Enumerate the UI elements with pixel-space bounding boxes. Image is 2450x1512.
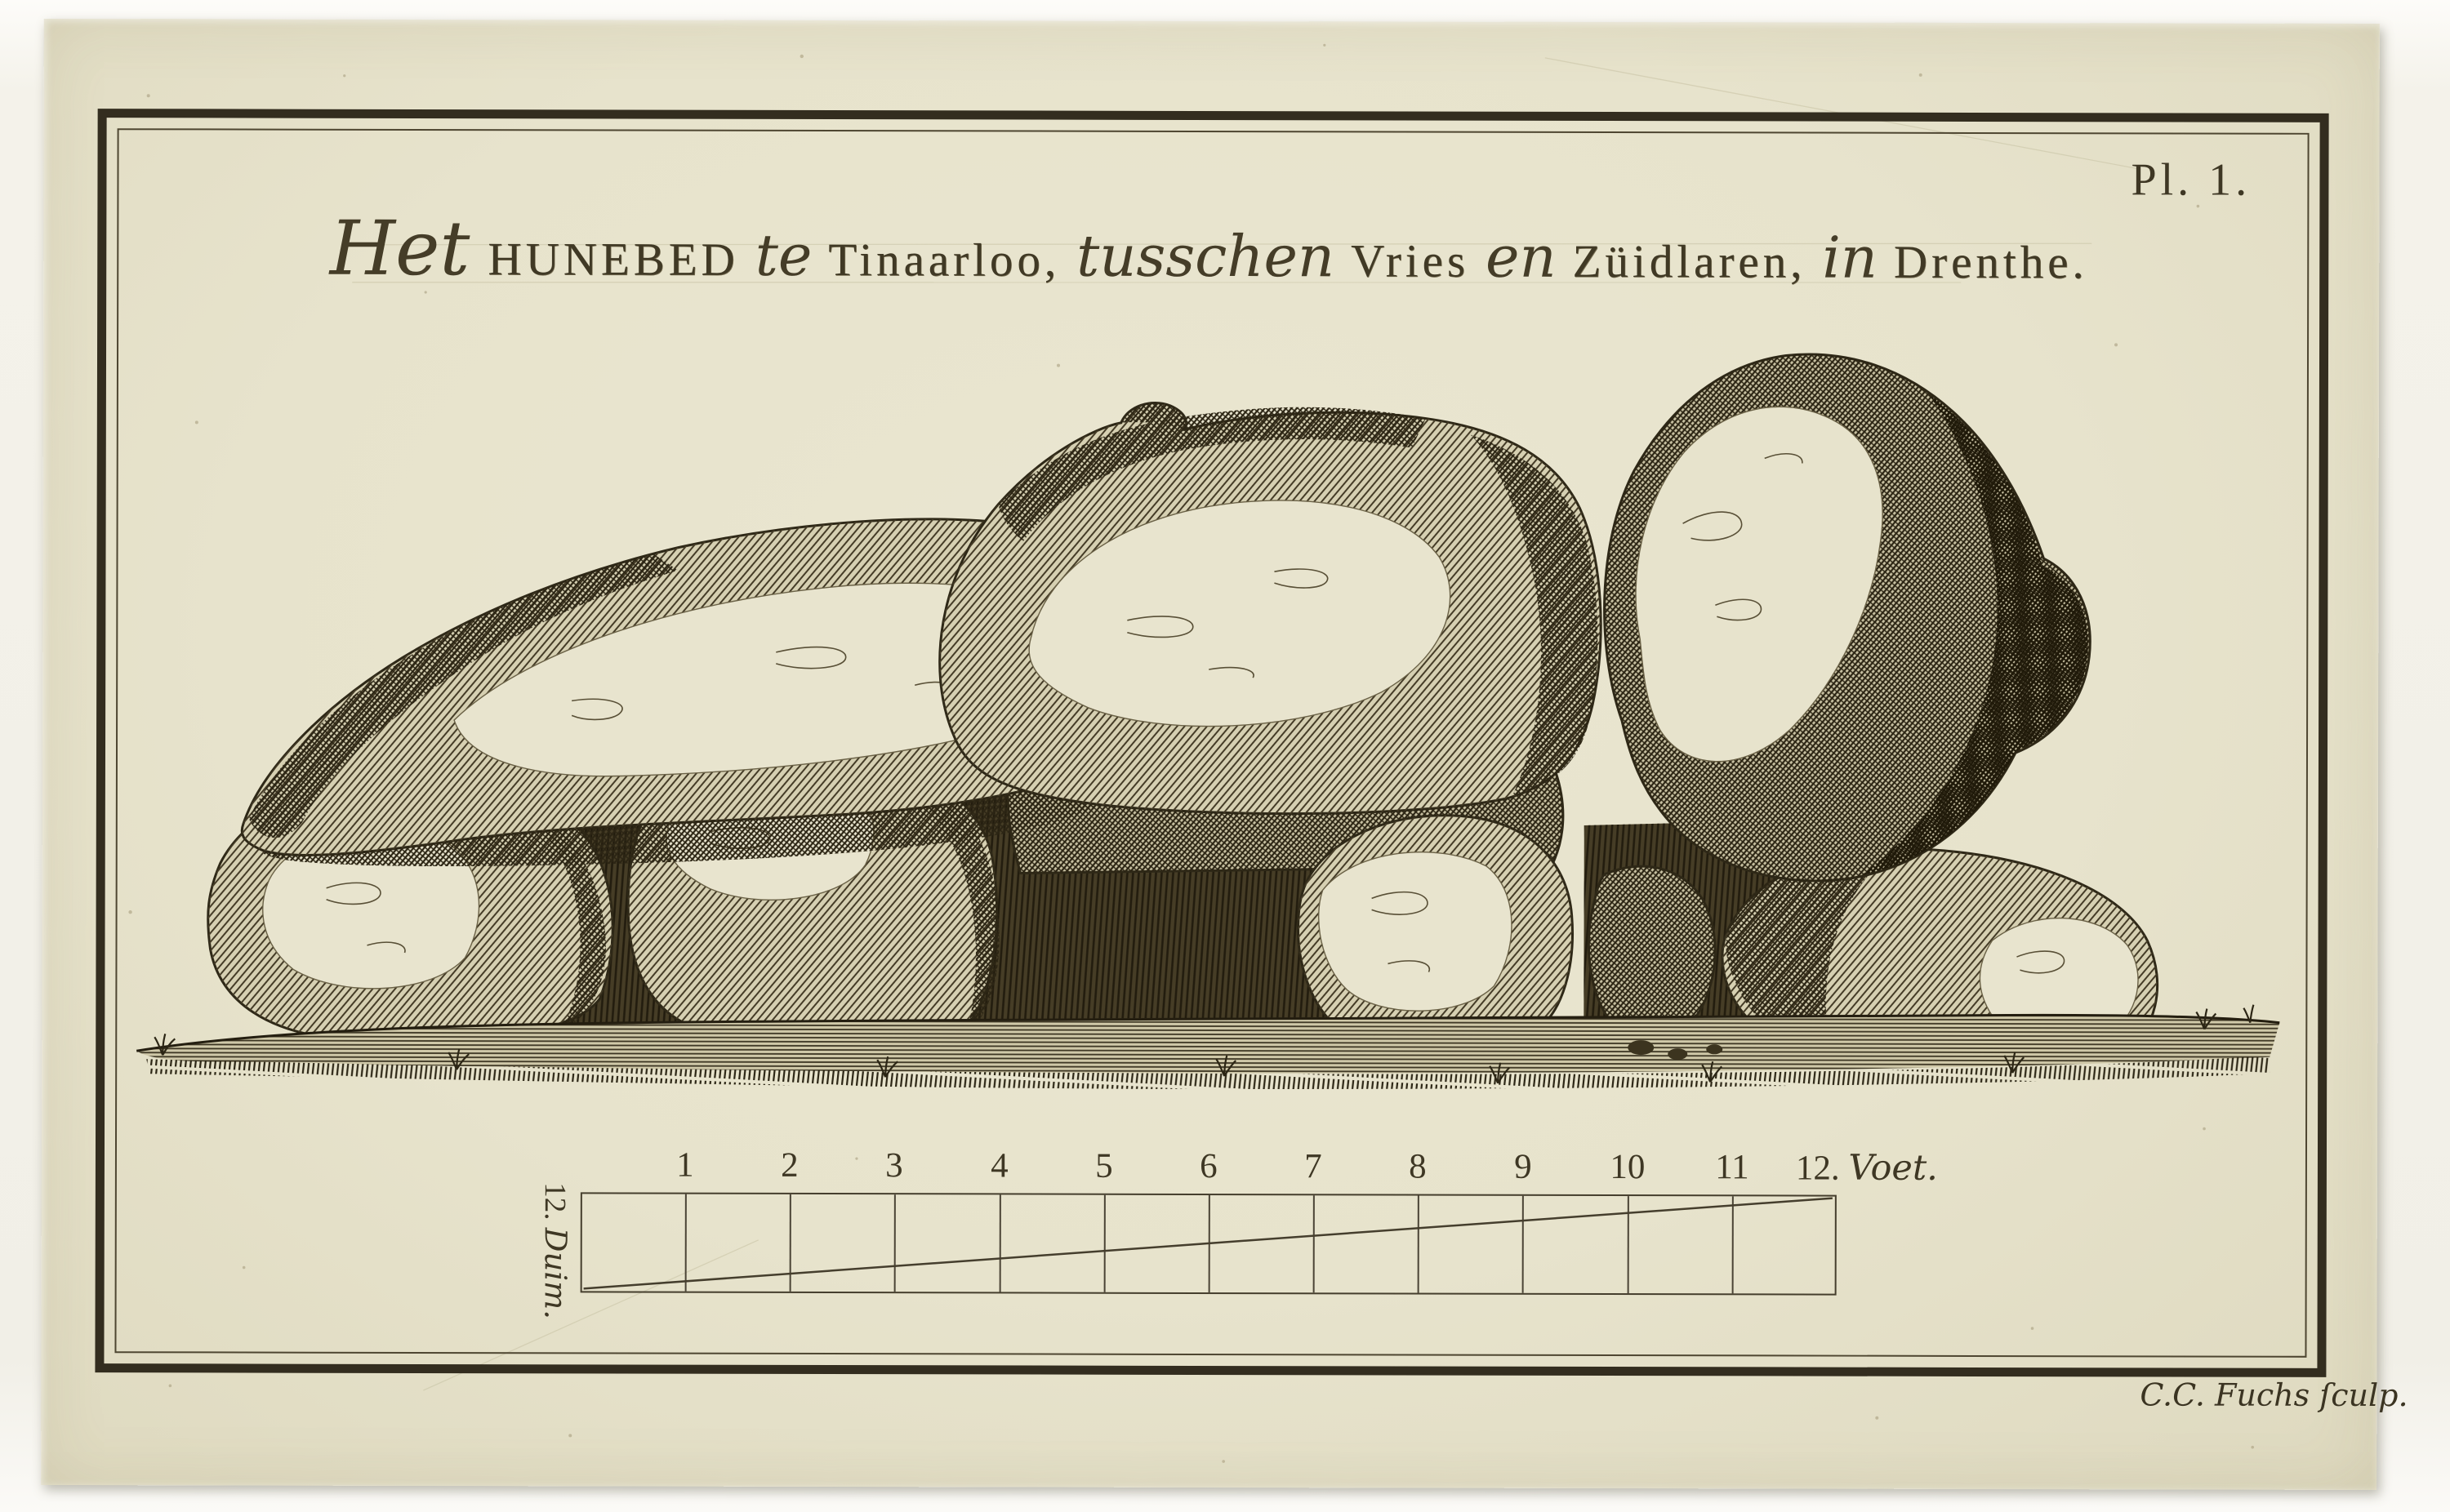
scale-number: 1 [676,1145,694,1185]
scale-end-unit: Voet. [1848,1147,1938,1189]
engraver-signature: C.C. Fuchs ſculp. [2140,1376,2408,1414]
etching-paper-sheet [41,19,2408,1490]
title-segment: in [1822,224,1878,291]
scale-end-label [1796,1148,1938,1189]
scale-side-label [537,1182,573,1320]
plate-number: Pl. 1. [2131,154,2252,206]
scale-number: 7 [1304,1147,1322,1186]
scale-diagonal [582,1194,1834,1292]
title-segment: Vries [1350,235,1470,287]
scale-number: 4 [991,1146,1009,1185]
plate-title [43,204,2379,310]
title-segment: Tinaarloo, [828,234,1061,287]
scale-number: 9 [1514,1147,1532,1186]
title-segment: tusschen [1076,222,1335,291]
scale-number: 11 [1715,1148,1749,1187]
title-segment: HUNEBED [488,233,739,286]
title-segment: Züidlaren, [1572,235,1806,288]
title-segment: Het [329,204,470,293]
scale-number: 5 [1095,1146,1113,1185]
scale-number: 8 [1409,1147,1427,1186]
scale-number: 6 [1200,1146,1218,1186]
title-segment: Drenthe. [1893,236,2088,289]
scale-number: 3 [885,1146,903,1185]
scale-end-number: 12. [1795,1149,1840,1188]
scale-bar [581,1192,1837,1295]
title-segment: te [755,221,813,289]
scale-side-number: 12. [537,1182,572,1221]
title-segment: en [1485,223,1557,291]
scale-number: 10 [1610,1148,1646,1187]
scale-side-unit: Duim. [537,1227,573,1320]
scale-number: 2 [781,1145,799,1185]
